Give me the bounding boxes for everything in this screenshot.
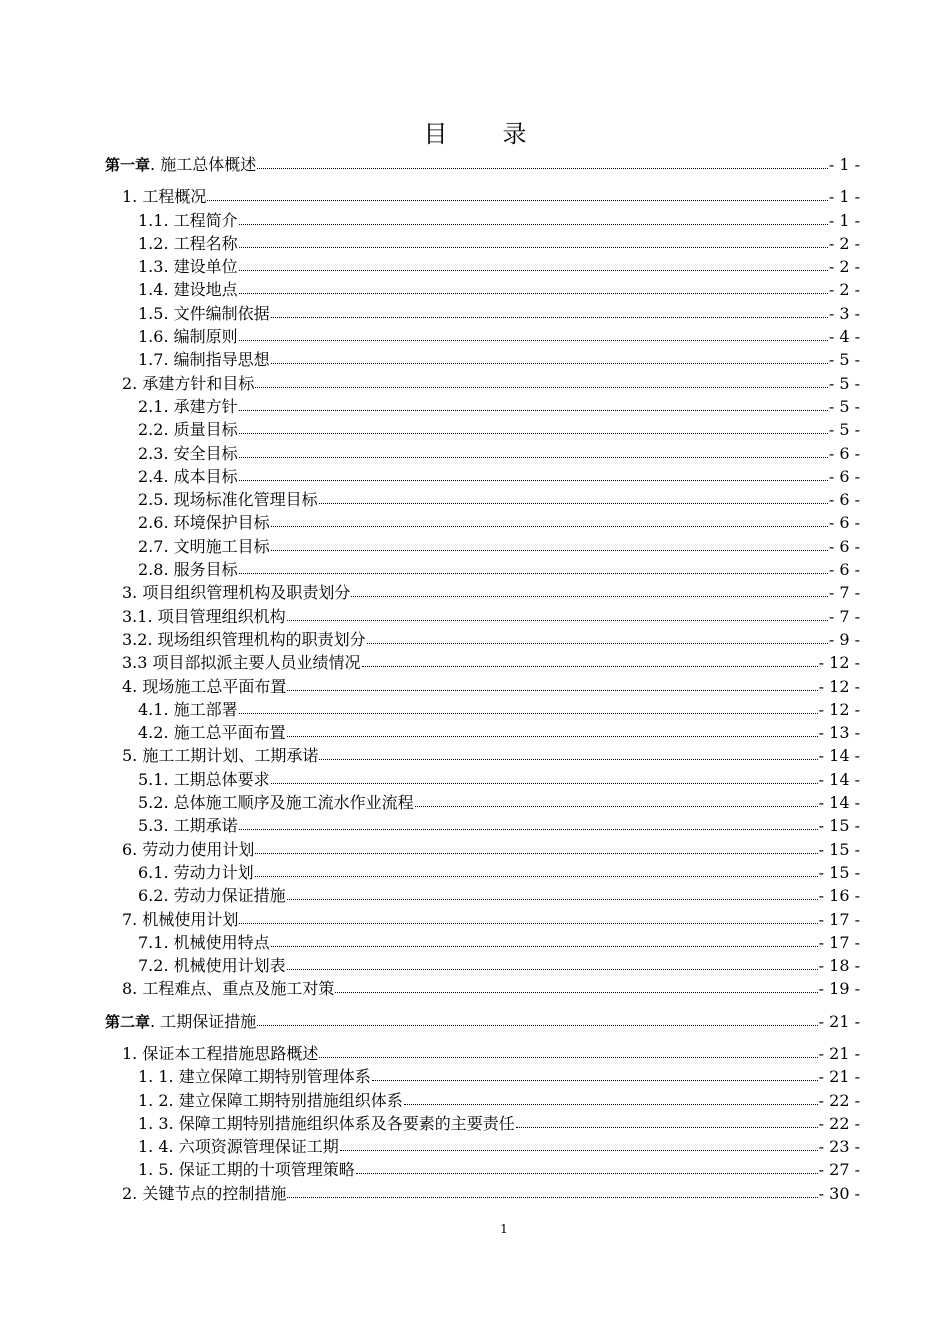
toc-entry-label <box>138 442 238 465</box>
toc-page-number: - 15 - <box>818 839 860 859</box>
toc-subsection-entry[interactable] <box>105 1089 860 1112</box>
toc-page-number: - 7 - <box>828 606 860 626</box>
toc-subsection-entry[interactable] <box>105 931 860 954</box>
dot-leader <box>271 934 818 948</box>
toc-entry-label <box>138 209 238 232</box>
dot-leader <box>340 1138 818 1152</box>
dot-leader <box>287 887 818 901</box>
toc-subsection-entry[interactable] <box>105 302 860 325</box>
dot-leader <box>239 911 817 925</box>
toc-entry-label <box>138 931 270 954</box>
toc-entry-text: 1.6. 编制原则 <box>138 327 238 347</box>
dot-leader <box>239 398 828 412</box>
toc-page-number: - 30 - <box>818 1183 860 1203</box>
toc-entry-text: 6.2. 劳动力保证措施 <box>138 886 286 906</box>
toc-entry-label <box>122 1042 318 1065</box>
toc-entry-text: 3. 项目组织管理机构及职责划分 <box>122 583 351 603</box>
toc-entry-text: 5. 施工工期计划、工期承诺 <box>122 746 319 766</box>
toc-entry-text: 5.1. 工期总体要求 <box>138 769 270 789</box>
toc-page-number: - 3 - <box>828 303 860 323</box>
toc-entry-text: 1.4. 建设地点 <box>138 280 238 300</box>
toc-title-part1: 目 <box>423 120 448 148</box>
dot-leader <box>372 1068 818 1082</box>
toc-section-entry[interactable] <box>105 744 860 767</box>
toc-page-number: - 14 - <box>818 769 860 789</box>
dot-leader <box>239 281 828 295</box>
toc-entry-text: 1.3. 建设单位 <box>138 257 238 277</box>
toc-subsection-entry[interactable] <box>105 255 860 278</box>
toc-entry-label <box>138 768 270 791</box>
toc-entry-text: 1. 保证本工程措施思路概述 <box>122 1043 319 1063</box>
page-number-footer: 1 <box>500 1222 508 1236</box>
toc-entry-text: 7.1. 机械使用特点 <box>138 932 270 952</box>
toc-subsection-entry[interactable] <box>105 814 860 837</box>
toc-section-entry[interactable] <box>105 581 860 604</box>
toc-section-entry[interactable] <box>105 185 860 208</box>
toc-entry-text: 2.7. 文明施工目标 <box>138 536 270 556</box>
toc-page-number: - 17 - <box>818 932 860 952</box>
dot-leader <box>319 491 828 505</box>
toc-section-entry[interactable] <box>105 605 860 628</box>
dot-leader <box>257 1013 817 1027</box>
dot-leader <box>271 538 828 552</box>
toc-page-number: - 9 - <box>828 629 860 649</box>
toc-entry-label <box>138 302 270 325</box>
toc-page-number: - 6 - <box>828 513 860 533</box>
toc-page-number: - 1 - <box>828 187 860 207</box>
toc-entry-text: 2. 关键节点的控制措施 <box>122 1183 287 1203</box>
toc-entry-label <box>138 1112 515 1135</box>
toc-subsection-entry[interactable] <box>105 954 860 977</box>
toc-entry-label <box>138 721 286 744</box>
toc-entry-label <box>138 418 238 441</box>
dot-leader <box>335 980 817 994</box>
table-of-contents <box>105 153 860 1205</box>
toc-entry-text: 2.6. 环境保护目标 <box>138 513 270 533</box>
toc-page-number: - 21 - <box>818 1067 860 1087</box>
toc-entry-label <box>138 255 238 278</box>
dot-leader <box>287 957 818 971</box>
dot-leader <box>287 678 817 692</box>
toc-page-number: - 14 - <box>818 746 860 766</box>
toc-subsection-entry[interactable] <box>105 558 860 581</box>
toc-subsection-entry[interactable] <box>105 698 860 721</box>
toc-entry-label <box>105 153 256 177</box>
toc-page-number: - 19 - <box>818 979 860 999</box>
toc-entry-label <box>138 884 286 907</box>
toc-entry-text: 2.5. 现场标准化管理目标 <box>138 490 318 510</box>
toc-entry-text: 4.2. 施工总平面布置 <box>138 723 286 743</box>
toc-page-number: - 5 - <box>828 373 860 393</box>
toc-section-entry[interactable] <box>105 977 860 1000</box>
toc-page-number: - 27 - <box>818 1160 860 1180</box>
dot-leader <box>271 771 818 785</box>
toc-chapter-prefix: 第一章 <box>105 156 151 174</box>
toc-page-number: - 21 - <box>818 1043 860 1063</box>
toc-title-part2: 录 <box>502 120 527 148</box>
dot-leader <box>239 701 818 715</box>
toc-chapter-entry[interactable] <box>105 1010 860 1033</box>
toc-subsection-entry[interactable] <box>105 348 860 371</box>
toc-entry-text: 2.8. 服务目标 <box>138 560 238 580</box>
toc-entry-text: 1.1. 工程简介 <box>138 210 238 230</box>
toc-entry-label <box>138 278 238 301</box>
toc-entry-label <box>138 395 238 418</box>
dot-leader <box>207 188 827 202</box>
toc-page-number: - 15 - <box>818 862 860 882</box>
toc-entry-text: 2. 承建方针和目标 <box>122 373 255 393</box>
toc-entry-label <box>138 1135 339 1158</box>
toc-entry-label <box>138 465 238 488</box>
toc-entry-label <box>138 1089 403 1112</box>
dot-leader <box>319 747 817 761</box>
toc-subsection-entry[interactable] <box>105 1112 860 1135</box>
toc-subsection-entry[interactable] <box>105 511 860 534</box>
toc-subsection-entry[interactable] <box>105 465 860 488</box>
dot-leader <box>356 1161 818 1175</box>
toc-entry-text: 6. 劳动力使用计划 <box>122 839 255 859</box>
toc-entry-label <box>138 348 270 371</box>
toc-entry-text: 2.1. 承建方针 <box>138 396 238 416</box>
toc-subsection-entry[interactable] <box>105 861 860 884</box>
toc-entry-label <box>122 651 361 674</box>
toc-entry-text: 2.4. 成本目标 <box>138 466 238 486</box>
dot-leader <box>319 1045 817 1059</box>
toc-entry-label <box>138 535 270 558</box>
toc-entry-text: 1. 工程概况 <box>122 187 207 207</box>
toc-entry-text: 8. 工程难点、重点及施工对策 <box>122 979 335 999</box>
toc-subsection-entry[interactable] <box>105 418 860 441</box>
toc-chapter-prefix: 第二章 <box>105 1012 151 1031</box>
toc-entry-text: 1. 1. 建立保障工期特别管理体系 <box>138 1067 371 1087</box>
toc-subsection-entry[interactable] <box>105 768 860 791</box>
toc-entry-text: 1.5. 文件编制依据 <box>138 303 270 323</box>
toc-page-number: - 5 - <box>828 396 860 416</box>
dot-leader <box>271 514 828 528</box>
toc-entry-text: 2.2. 质量目标 <box>138 420 238 440</box>
toc-entry-text: 6.1. 劳动力计划 <box>138 862 254 882</box>
toc-entry-label <box>122 605 286 628</box>
dot-leader <box>239 235 828 249</box>
toc-page-number: - 21 - <box>818 1011 860 1031</box>
dot-leader <box>239 817 818 831</box>
toc-subsection-entry[interactable] <box>105 278 860 301</box>
toc-page-number: - 6 - <box>828 560 860 580</box>
toc-entry-label <box>122 838 254 861</box>
toc-title <box>0 114 950 149</box>
dot-leader <box>255 864 818 878</box>
toc-page-number: - 2 - <box>828 257 860 277</box>
toc-entry-text: 5.2. 总体施工顺序及施工流水作业流程 <box>138 793 414 813</box>
toc-subsection-entry[interactable] <box>105 884 860 907</box>
toc-section-entry[interactable] <box>105 675 860 698</box>
toc-section-entry[interactable] <box>105 628 860 651</box>
toc-page-number: - 13 - <box>818 723 860 743</box>
dot-leader <box>415 794 818 808</box>
toc-subsection-entry[interactable] <box>105 395 860 418</box>
toc-page-number: - 17 - <box>818 909 860 929</box>
toc-entry-text: 1. 2. 建立保障工期特别措施组织体系 <box>138 1090 403 1110</box>
toc-entry-text: 1. 4. 六项资源管理保证工期 <box>138 1137 339 1157</box>
toc-page-number: - 6 - <box>828 466 860 486</box>
toc-page-number: - 12 - <box>818 676 860 696</box>
toc-subsection-entry[interactable] <box>105 1135 860 1158</box>
toc-entry-text: . 工期保证措施 <box>150 1011 257 1031</box>
toc-entry-label <box>138 1158 355 1181</box>
toc-section-entry[interactable] <box>105 908 860 931</box>
dot-leader <box>271 305 828 319</box>
toc-entry-text: 7.2. 机械使用计划表 <box>138 956 286 976</box>
dot-leader <box>271 351 828 365</box>
toc-entry-label <box>122 1182 286 1205</box>
toc-page-number: - 7 - <box>828 583 860 603</box>
toc-entry-label <box>138 861 254 884</box>
toc-entry-text: 4. 现场施工总平面布置 <box>122 676 287 696</box>
toc-entry-label <box>122 581 350 604</box>
toc-entry-text: 1. 5. 保证工期的十项管理策略 <box>138 1160 355 1180</box>
toc-page-number: - 5 - <box>828 420 860 440</box>
toc-page-number: - 4 - <box>828 327 860 347</box>
toc-entry-text: 4.1. 施工部署 <box>138 699 238 719</box>
toc-entry-label <box>138 325 238 348</box>
toc-entry-label <box>122 628 366 651</box>
toc-page-number: - 18 - <box>818 956 860 976</box>
toc-subsection-entry[interactable] <box>105 232 860 255</box>
toc-entry-text: . 施工总体概述 <box>150 155 257 174</box>
toc-entry-label <box>122 744 318 767</box>
dot-leader <box>239 561 828 575</box>
toc-entry-label <box>138 954 286 977</box>
toc-entry-text: 5.3. 工期承诺 <box>138 816 238 836</box>
toc-page-number: - 2 - <box>828 280 860 300</box>
dot-leader <box>287 724 818 738</box>
toc-entry-label <box>122 675 286 698</box>
toc-page-number: - 22 - <box>818 1090 860 1110</box>
dot-leader <box>351 584 827 598</box>
toc-section-entry[interactable] <box>105 1182 860 1205</box>
toc-entry-label <box>122 977 334 1000</box>
toc-subsection-entry[interactable] <box>105 442 860 465</box>
dot-leader <box>287 608 828 622</box>
dot-leader <box>404 1092 818 1106</box>
toc-entry-label <box>138 814 238 837</box>
dot-leader <box>362 654 818 668</box>
toc-page-number: - 15 - <box>818 816 860 836</box>
toc-page-number: - 22 - <box>818 1113 860 1133</box>
toc-entry-text: 3.1. 项目管理组织机构 <box>122 606 286 626</box>
toc-entry-label <box>122 185 206 208</box>
toc-page-number: - 12 - <box>818 653 860 673</box>
toc-section-entry[interactable] <box>105 372 860 395</box>
dot-leader <box>239 421 828 435</box>
toc-section-entry[interactable] <box>105 651 860 674</box>
toc-entry-label <box>138 1065 371 1088</box>
toc-page-number: - 14 - <box>818 793 860 813</box>
toc-page-number: - 1 - <box>828 210 860 230</box>
dot-leader <box>239 258 828 272</box>
toc-subsection-entry[interactable] <box>105 791 860 814</box>
dot-leader <box>239 445 828 459</box>
toc-subsection-entry[interactable] <box>105 1065 860 1088</box>
dot-leader <box>255 375 827 389</box>
toc-entry-text: 1. 3. 保障工期特别措施组织体系及各要素的主要责任 <box>138 1113 515 1133</box>
toc-subsection-entry[interactable] <box>105 488 860 511</box>
dot-leader <box>239 212 828 226</box>
toc-entry-label <box>122 372 254 395</box>
toc-entry-text: 3.2. 现场组织管理机构的职责划分 <box>122 629 366 649</box>
toc-entry-label <box>122 908 238 931</box>
toc-subsection-entry[interactable] <box>105 1158 860 1181</box>
dot-leader <box>255 841 817 855</box>
toc-section-entry[interactable] <box>105 838 860 861</box>
toc-page-number: - 23 - <box>818 1137 860 1157</box>
toc-entry-label <box>138 488 318 511</box>
toc-entry-label <box>138 558 238 581</box>
toc-subsection-entry[interactable] <box>105 535 860 558</box>
toc-page-number: - 1 - <box>828 155 860 174</box>
toc-entry-label <box>105 1010 256 1034</box>
toc-entry-text: 3.3 项目部拟派主要人员业绩情况 <box>122 653 361 673</box>
toc-entry-label <box>138 698 238 721</box>
toc-entry-text: 2.3. 安全目标 <box>138 443 238 463</box>
toc-section-entry[interactable] <box>105 1042 860 1065</box>
toc-subsection-entry[interactable] <box>105 721 860 744</box>
toc-page-number: - 6 - <box>828 443 860 463</box>
toc-subsection-entry[interactable] <box>105 325 860 348</box>
toc-entry-label <box>138 791 414 814</box>
toc-entry-text: 1.7. 编制指导思想 <box>138 350 270 370</box>
toc-page-number: - 2 - <box>828 233 860 253</box>
toc-page-number: - 12 - <box>818 699 860 719</box>
toc-chapter-entry[interactable] <box>105 153 860 176</box>
toc-entry-text: 7. 机械使用计划 <box>122 909 239 929</box>
dot-leader <box>287 1185 817 1199</box>
toc-page-number: - 6 - <box>828 490 860 510</box>
toc-entry-label <box>138 232 238 255</box>
toc-subsection-entry[interactable] <box>105 209 860 232</box>
dot-leader <box>257 156 828 170</box>
toc-page-number: - 5 - <box>828 350 860 370</box>
dot-leader <box>239 328 828 342</box>
dot-leader <box>516 1115 818 1129</box>
toc-entry-text: 1.2. 工程名称 <box>138 233 238 253</box>
toc-page-number: - 6 - <box>828 536 860 556</box>
dot-leader <box>367 631 828 645</box>
toc-entry-label <box>138 511 270 534</box>
dot-leader <box>239 468 828 482</box>
toc-page-number: - 16 - <box>818 886 860 906</box>
